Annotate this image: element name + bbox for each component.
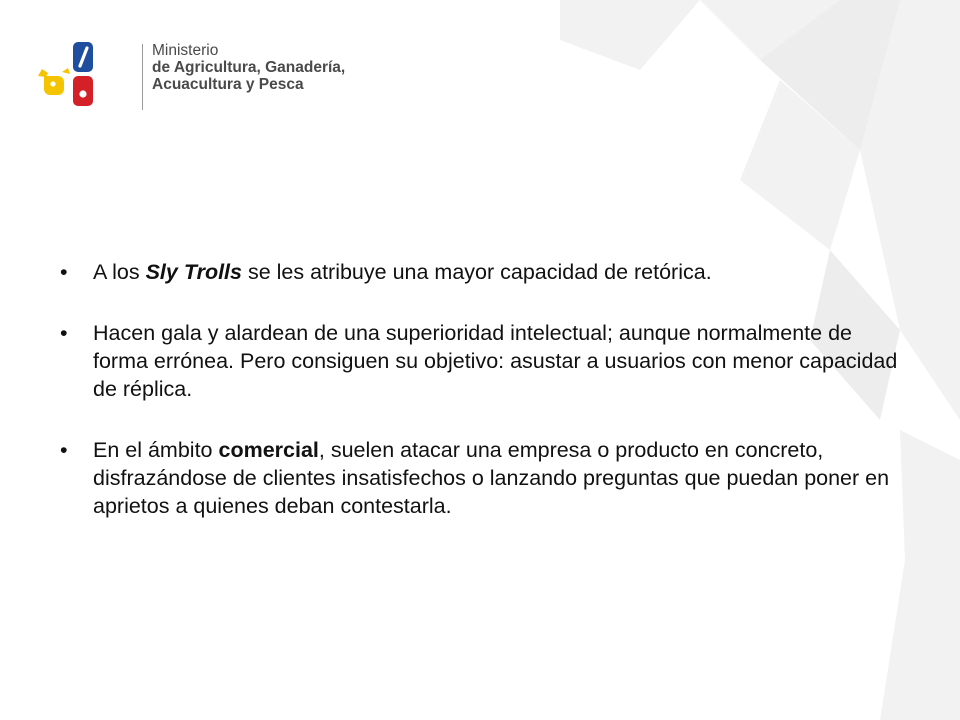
bullet-text: Hacen gala y alardean de una superioridad intelectual; aunque normalmente de forma errónea. Pero consiguen su objetivo: asustar a usuarios con menor capacidad de réplica. xyxy=(93,321,898,401)
bullet-marker: • xyxy=(60,321,68,345)
ministry-name-line-1: Ministerio xyxy=(152,42,219,59)
bullet-item xyxy=(60,436,910,520)
ministry-emblem-icon xyxy=(34,36,106,114)
ministry-name xyxy=(152,42,345,93)
bullet-text: A los xyxy=(93,260,146,284)
bullet-marker: • xyxy=(60,260,68,284)
ministry-logo xyxy=(34,36,346,126)
logo-divider xyxy=(142,44,143,110)
bullet-list xyxy=(60,258,910,553)
bullet-text: En el ámbito xyxy=(93,438,219,462)
bullet-emphasis: Sly Trolls xyxy=(145,260,242,284)
ministry-name-line-2: de Agricultura, Ganadería, xyxy=(152,59,346,76)
bullet-item xyxy=(60,319,910,403)
bullet-marker: • xyxy=(60,438,68,462)
ministry-name-line-3: Acuacultura y Pesca xyxy=(152,76,304,93)
bullet-text: se les atribuye una mayor capacidad de retórica. xyxy=(242,260,712,284)
bullet-text: , suelen atacar una empresa o producto en concreto, disfrazándose de clientes insatisfechos o lanzando preguntas que puedan poner en aprietos a quienes deban contestarla. xyxy=(93,438,890,518)
pattern-shape xyxy=(560,0,700,70)
bullet-emphasis: comercial xyxy=(218,438,319,462)
bullet-item xyxy=(60,258,910,286)
